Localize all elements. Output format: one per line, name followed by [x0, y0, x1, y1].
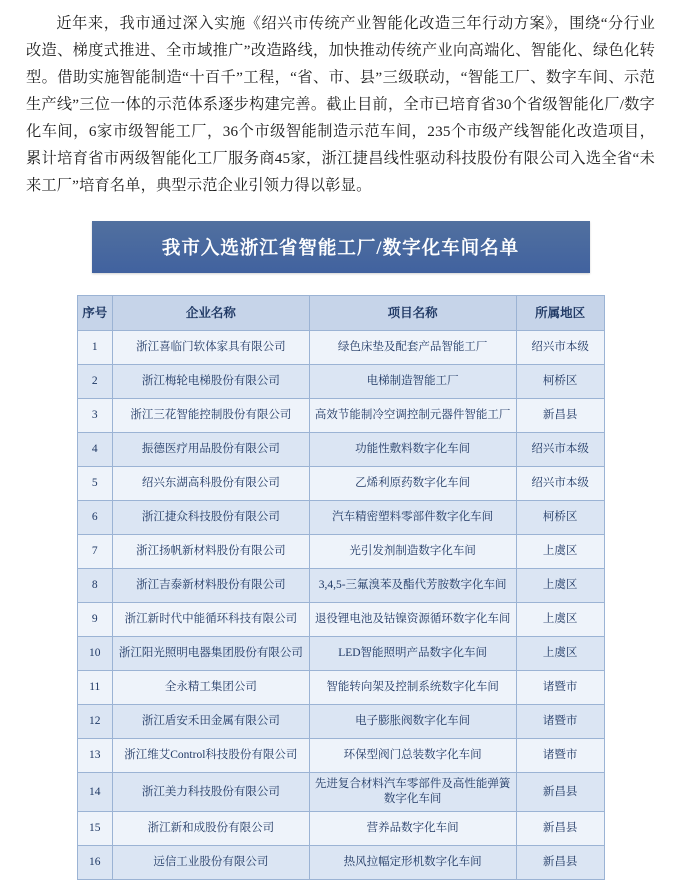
cell-project: 电子膨胀阀数字化车间	[309, 705, 516, 739]
cell-project: 退役锂电池及钴镍资源循环数字化车间	[309, 603, 516, 637]
intro-paragraph: 近年来，我市通过深入实施《绍兴市传统产业智能化改造三年行动方案》，围绕“分行业改造、梯度式推进、全市域推广”改造路线，加快推动传统产业向高端化、智能化、绿色化转型。借助实施智能制造“十百千”工程，“省、市、县”三级联动，“智能工厂、数字车间、示范生产线”三位一体的示范体系逐步构建完善。截止目前，全市已培育省30个省级智能化厂/数字化车间，6家市级智能工厂，36个市级智能制造示范车间，235个市级产线智能化改造项目，累计培育省市两级智能化工厂服务商45家，浙江捷昌线性驱动科技股份有限公司入选全省“未来工厂”培育名单，典型示范企业引领力得以彰显。	[26, 15, 655, 194]
table-row	[77, 331, 604, 365]
cell-region: 新昌县	[516, 846, 604, 880]
table-row	[77, 846, 604, 880]
cell-no: 16	[77, 846, 113, 880]
table-row	[77, 637, 604, 671]
cell-company: 浙江扬帆新材料股份有限公司	[113, 535, 310, 569]
cell-project: 乙烯利原药数字化车间	[309, 467, 516, 501]
cell-project: 营养品数字化车间	[309, 812, 516, 846]
cell-company: 浙江维艾Control科技股份有限公司	[113, 739, 310, 773]
table-row	[77, 467, 604, 501]
table-row	[77, 773, 604, 812]
column-header-region: 所属地区	[516, 296, 604, 331]
cell-region: 新昌县	[516, 399, 604, 433]
cell-company: 远信工业股份有限公司	[113, 846, 310, 880]
cell-company: 浙江喜临门软体家具有限公司	[113, 331, 310, 365]
table-header-row	[77, 296, 604, 331]
table-title-banner	[92, 221, 590, 273]
cell-project: 汽车精密塑料零部件数字化车间	[309, 501, 516, 535]
cell-no: 3	[77, 399, 113, 433]
cell-project: 3,4,5-三氟溴苯及酯代芳胺数字化车间	[309, 569, 516, 603]
cell-no: 12	[77, 705, 113, 739]
cell-region: 绍兴市本级	[516, 467, 604, 501]
cell-project: 环保型阀门总装数字化车间	[309, 739, 516, 773]
cell-project: 高效节能制冷空调控制元器件智能工厂	[309, 399, 516, 433]
cell-region: 诸暨市	[516, 671, 604, 705]
cell-no: 7	[77, 535, 113, 569]
cell-company: 全永精工集团公司	[113, 671, 310, 705]
cell-company: 浙江梅轮电梯股份有限公司	[113, 365, 310, 399]
cell-company: 浙江盾安禾田金属有限公司	[113, 705, 310, 739]
cell-region: 柯桥区	[516, 365, 604, 399]
cell-project: 智能转向架及控制系统数字化车间	[309, 671, 516, 705]
cell-no: 6	[77, 501, 113, 535]
cell-no: 8	[77, 569, 113, 603]
table-row	[77, 365, 604, 399]
cell-company: 浙江新时代中能循环科技有限公司	[113, 603, 310, 637]
column-header-no: 序号	[77, 296, 113, 331]
cell-no: 4	[77, 433, 113, 467]
cell-region: 诸暨市	[516, 739, 604, 773]
cell-no: 14	[77, 773, 113, 812]
cell-project: 先进复合材料汽车零部件及高性能弹簧数字化车间	[309, 773, 516, 812]
cell-company: 振德医疗用品股份有限公司	[113, 433, 310, 467]
cell-region: 上虞区	[516, 569, 604, 603]
table-row	[77, 705, 604, 739]
table-row	[77, 501, 604, 535]
table-row	[77, 603, 604, 637]
table-body	[77, 331, 604, 880]
cell-region: 上虞区	[516, 637, 604, 671]
cell-no: 2	[77, 365, 113, 399]
cell-region: 绍兴市本级	[516, 433, 604, 467]
column-header-company: 企业名称	[113, 296, 310, 331]
cell-project: 绿色床垫及配套产品智能工厂	[309, 331, 516, 365]
cell-no: 10	[77, 637, 113, 671]
cell-project: 电梯制造智能工厂	[309, 365, 516, 399]
cell-region: 柯桥区	[516, 501, 604, 535]
cell-project: 热风拉幅定形机数字化车间	[309, 846, 516, 880]
table-row	[77, 569, 604, 603]
table-header	[77, 296, 604, 331]
table-row	[77, 535, 604, 569]
cell-company: 浙江阳光照明电器集团股份有限公司	[113, 637, 310, 671]
table-row	[77, 399, 604, 433]
table-title-text: 我市入选浙江省智能工厂/数字化车间名单	[161, 239, 520, 259]
table-row	[77, 671, 604, 705]
table-row	[77, 739, 604, 773]
cell-region: 绍兴市本级	[516, 331, 604, 365]
cell-no: 9	[77, 603, 113, 637]
column-header-project: 项目名称	[309, 296, 516, 331]
table-container	[77, 295, 605, 880]
table-row	[77, 812, 604, 846]
cell-region: 上虞区	[516, 603, 604, 637]
cell-company: 浙江美力科技股份有限公司	[113, 773, 310, 812]
cell-company: 浙江吉泰新材料股份有限公司	[113, 569, 310, 603]
cell-no: 1	[77, 331, 113, 365]
cell-project: LED智能照明产品数字化车间	[309, 637, 516, 671]
cell-no: 13	[77, 739, 113, 773]
cell-no: 15	[77, 812, 113, 846]
cell-region: 新昌县	[516, 812, 604, 846]
cell-company: 绍兴东湖高科股份有限公司	[113, 467, 310, 501]
cell-project: 光引发剂制造数字化车间	[309, 535, 516, 569]
cell-region: 新昌县	[516, 773, 604, 812]
smart-factory-table	[77, 295, 605, 880]
cell-company: 浙江新和成股份有限公司	[113, 812, 310, 846]
cell-no: 5	[77, 467, 113, 501]
cell-company: 浙江三花智能控制股份有限公司	[113, 399, 310, 433]
cell-no: 11	[77, 671, 113, 705]
cell-region: 诸暨市	[516, 705, 604, 739]
cell-region: 上虞区	[516, 535, 604, 569]
table-row	[77, 433, 604, 467]
cell-company: 浙江捷众科技股份有限公司	[113, 501, 310, 535]
cell-project: 功能性敷料数字化车间	[309, 433, 516, 467]
